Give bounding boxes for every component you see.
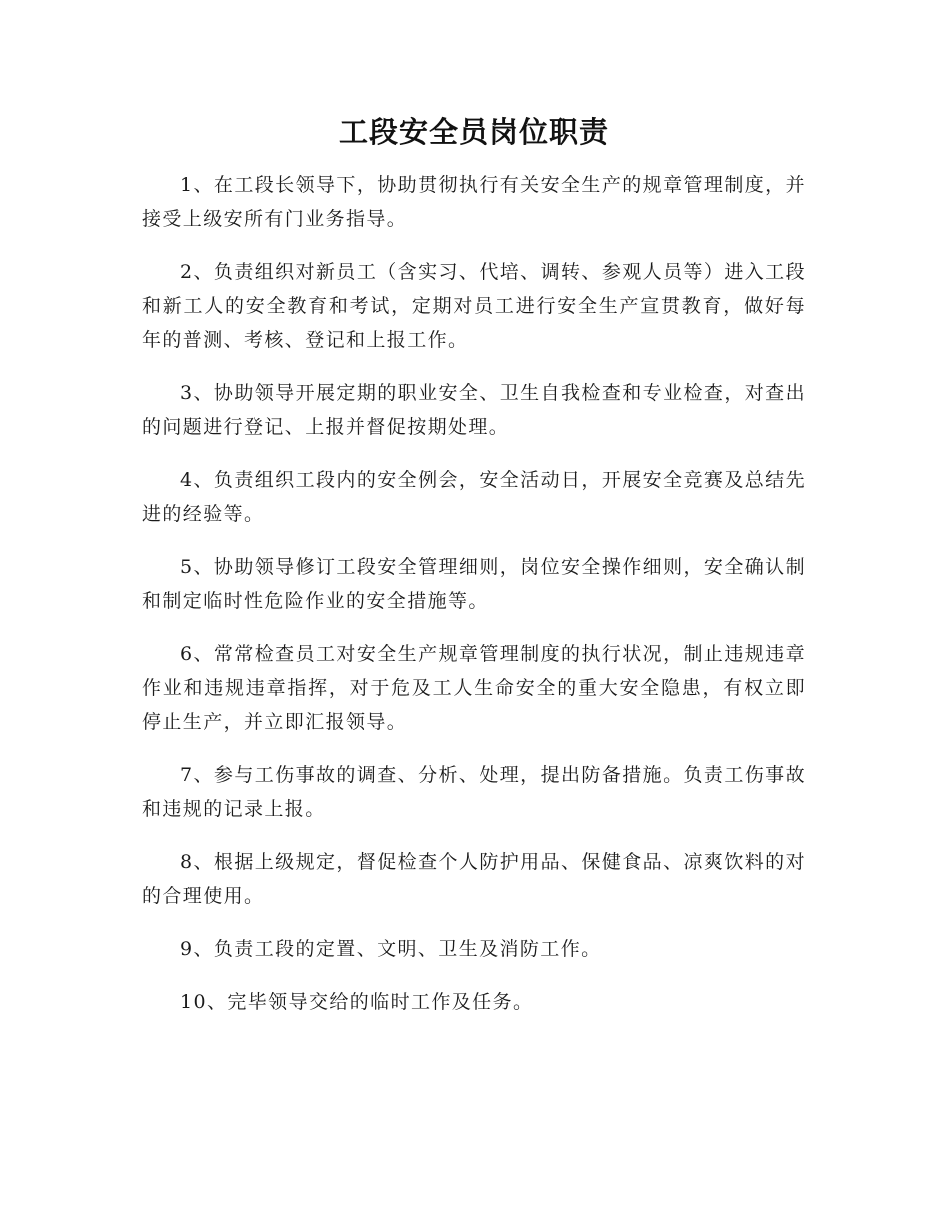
paragraph-2: 2、负责组织对新员工（含实习、代培、调转、参观人员等）进入工段和新工人的安全教育和考试，定期对员工进行安全生产宣贯教育，做好每年的普测、考核、登记和上报工作。 — [142, 261, 806, 351]
paragraph-1: 1、在工段长领导下，协助贯彻执行有关安全生产的规章管理制度，并接受上级安所有门业务指导。 — [142, 174, 806, 230]
paragraph-6: 6、常常检查员工对安全生产规章管理制度的执行状况，制止违规违章作业和违规违章指挥，对于危及工人生命安全的重大安全隐患，有权立即停止生产，并立即汇报领导。 — [142, 643, 806, 733]
paragraph-4: 4、负责组织工段内的安全例会，安全活动日，开展安全竞赛及总结先进的经验等。 — [142, 469, 806, 525]
paragraph-7: 7、参与工伤事故的调查、分析、处理，提出防备措施。负责工伤事故和违规的记录上报。 — [142, 764, 806, 820]
paragraph-5: 5、协助领导修订工段安全管理细则，岗位安全操作细则，安全确认制和制定临时性危险作业的安全措施等。 — [142, 556, 806, 612]
paragraph-10: 10、完毕领导交给的临时工作及任务。 — [180, 991, 534, 1013]
paragraph-3: 3、协助领导开展定期的职业安全、卫生自我检查和专业检查，对查出的问题进行登记、上报并督促按期处理。 — [142, 382, 806, 438]
paragraph-9: 9、负责工段的定置、文明、卫生及消防工作。 — [180, 938, 602, 960]
document-title: 工段安全员岗位职责 — [338, 115, 609, 149]
document-page — [142, 108, 806, 1038]
paragraph-8: 8、根据上级规定，督促检查个人防护用品、保健食品、凉爽饮料的对的合理使用。 — [142, 851, 806, 907]
